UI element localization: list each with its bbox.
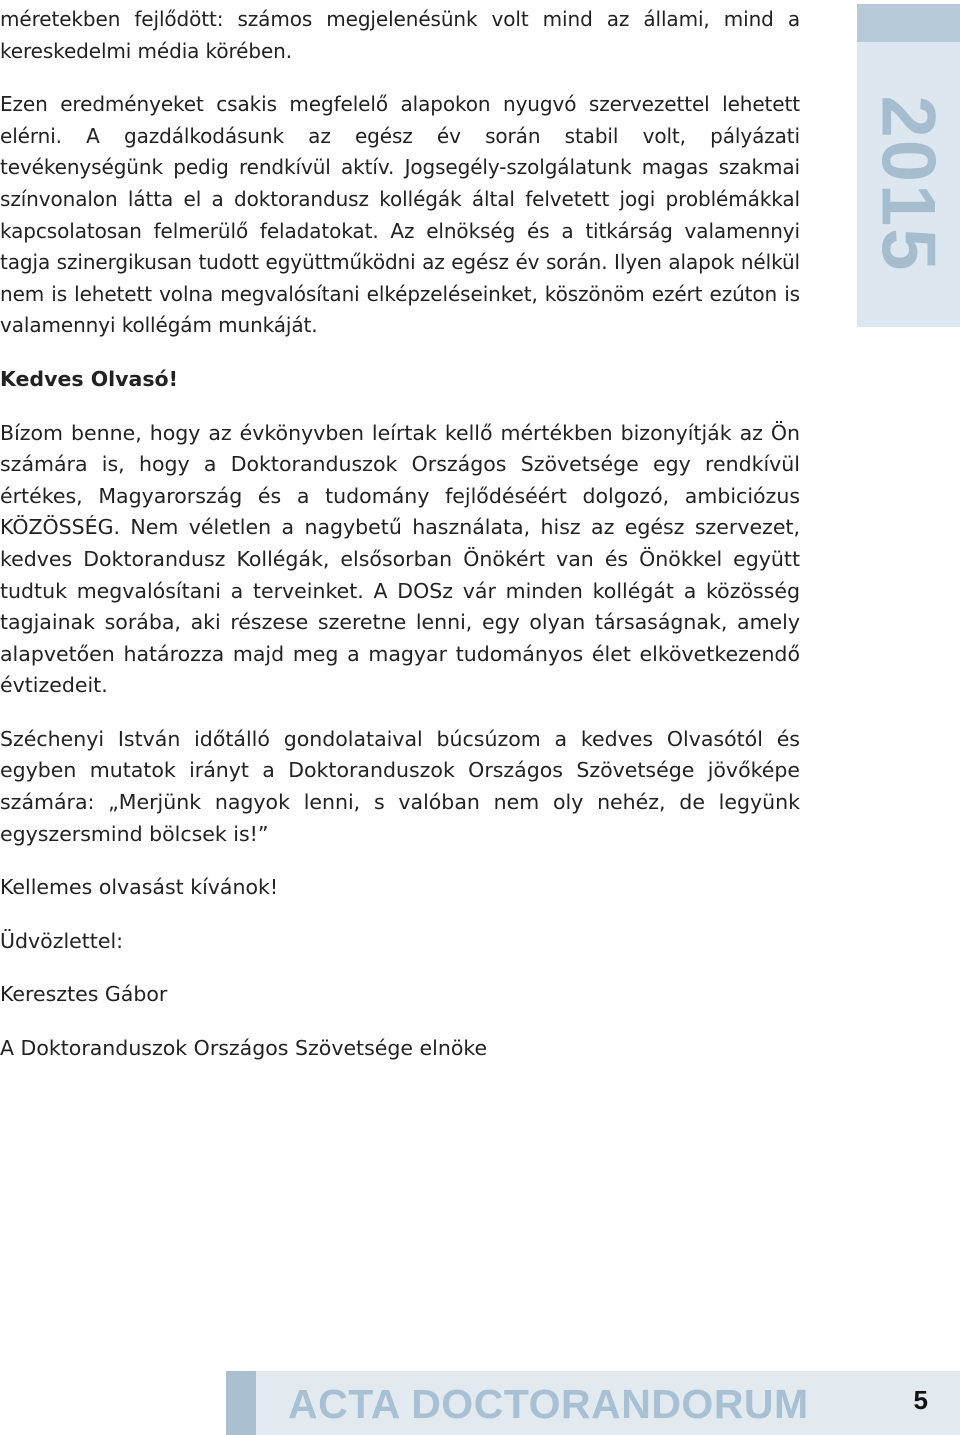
year-side-band [857, 4, 960, 327]
paragraph-szechenyi-quote: Széchenyi István időtálló gondolataival búcsúzom a kedves Olvasótól és egyben mutatok irányt a Doktoranduszok Országos Szövetsége jövőképe számára: „Merjünk nagyok lenni, s valóban nem oly nehéz, de legyünk egyszersmind bölcsek is!” [0, 726, 800, 846]
year-label: 2015 [865, 95, 951, 273]
closing-wish: Kellemes olvasást kívánok! [0, 875, 279, 900]
signature-role: A Doktoranduszok Országos Szövetsége elnöke [0, 1036, 488, 1061]
signature-name: Keresztes Gábor [0, 982, 168, 1007]
year-band-topbar [857, 4, 960, 42]
journal-title: ACTA DOCTORANDORUM [288, 1381, 809, 1427]
closing-greeting: Üdvözlettel: [0, 928, 124, 953]
paragraph-community: Bízom benne, hogy az évkönyvben leírtak kellő mértékben bizonyítják az Ön számára is, hogy a Doktoranduszok Országos Szövetsége egy rendkívül értékes, Magyarország és a tudomány fejlődéséért dolgozó, ambiciózus KÖZÖSSÉG. Nem véletlen a nagybetű használata, hisz az egész szervezet, kedves Doktorandusz Kollégák, elsősorban Önökért van és Önökkel együtt tudtuk megvalósítani a terveinket. A DOSz vár minden kollégát a közösség tagjainak sorába, aki részese szeretne lenni, egy olyan társaságnak, amely alapvetően határozza majd meg a magyar tudományos élet elkövetkezendő évtizedeit. [0, 420, 800, 698]
salutation-heading: Kedves Olvasó! [0, 366, 178, 391]
page-number: 5 [913, 1385, 928, 1415]
footer-accent-bar [226, 1371, 256, 1435]
article-body [0, 4, 800, 1087]
paragraph-foundations: Ezen eredményeket csakis megfelelő alapokon nyugvó szervezettel lehetett elérni. A gazdálkodásunk az egész év során stabil volt, pályázati tevékenységünk pedig rendkívül aktív. Jogsegély-szolgálatunk magas szakmai színvonalon látta el a doktorandusz kollégák által felvetett jogi problémákkal kapcsolatosan felmerülő feladatokat. Az elnökség és a titkárság valamennyi tagja szinergikusan tudott együttműködni az egész év során. Ilyen alapok nélkül nem is lehetett volna megvalósítani elképzeléseinket, köszönöm ezért ezúton is valamennyi kollégám munkáját. [0, 92, 800, 338]
paragraph-media: méretekben fejlődött: számos megjelenésünk volt mind az állami, mind a kereskedelmi média körében. [0, 7, 800, 63]
footer-band [226, 1371, 960, 1435]
